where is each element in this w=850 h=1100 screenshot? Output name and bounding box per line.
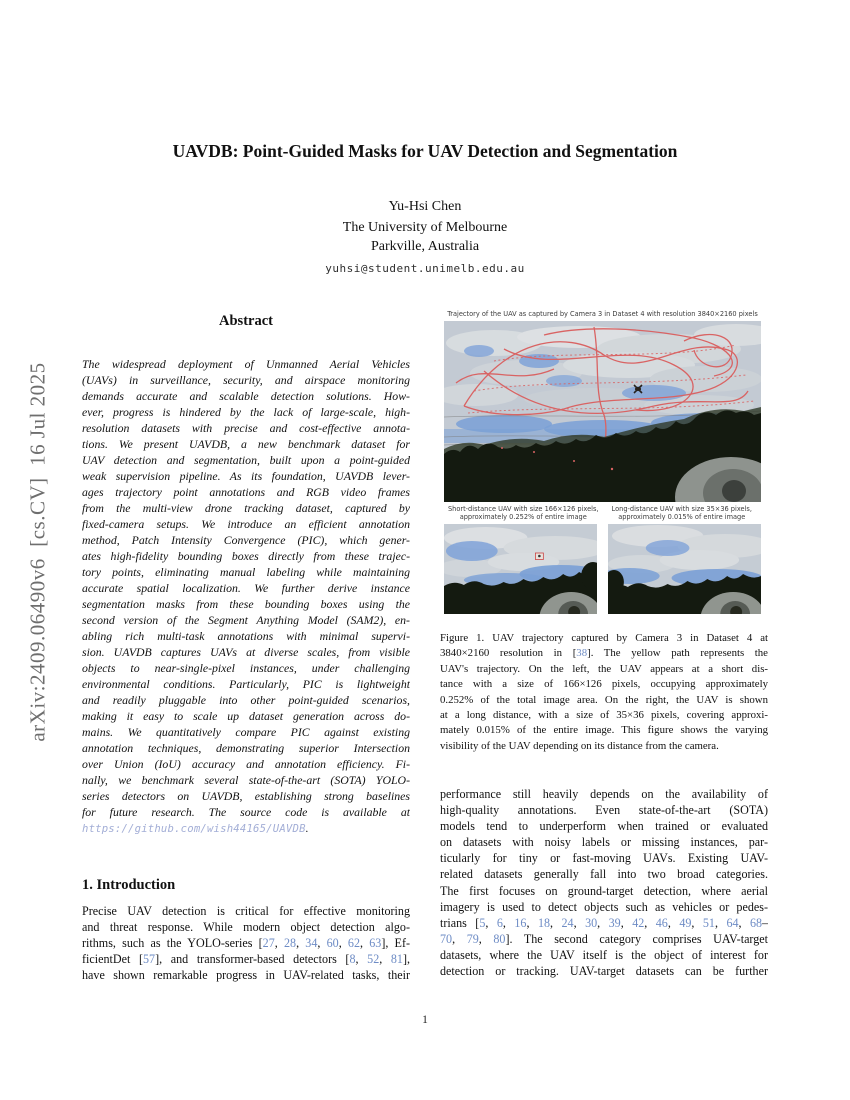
text-line: The first focuses on ground-target detection, where aerial bbox=[440, 883, 768, 898]
arxiv-watermark: arXiv:2409.06490v6 [cs.CV] 16 Jul 2025 bbox=[25, 362, 50, 742]
text-line: ticularly for tiny or fast-moving UAVs. Existing UAV- bbox=[440, 851, 768, 866]
figure-subcaptions bbox=[444, 505, 761, 521]
citation-link[interactable]: 34 bbox=[305, 936, 318, 951]
citation-link[interactable]: 8 bbox=[349, 952, 356, 967]
citation-link[interactable]: 81 bbox=[390, 952, 403, 967]
subcaption-line: Short-distance UAV with size 166×126 pixels, bbox=[447, 505, 599, 513]
text-line: detection or tracking. UAV-target datasets can be further bbox=[440, 964, 768, 979]
text-line: Precise UAV detection is critical for effective monitoring bbox=[82, 904, 410, 918]
text-line: objects to near-single-pixel instances, under challenging bbox=[82, 661, 410, 675]
subcaption-short-distance bbox=[444, 505, 603, 521]
subcaption-line: approximately 0.015% of entire image bbox=[618, 513, 746, 521]
citation-link[interactable]: 51 bbox=[702, 915, 715, 930]
citation-link[interactable]: 57 bbox=[143, 952, 156, 967]
text-line: visibility of the UAV depending on its distance from the camera. bbox=[440, 739, 719, 752]
figure-image-title: Trajectory of the UAV as captured by Camera 3 in Dataset 4 with resolution 3840×2160 pixels bbox=[447, 310, 758, 318]
citation-link[interactable]: 63 bbox=[369, 936, 382, 951]
uav-bounding-box bbox=[535, 553, 543, 560]
text-line: weak supervision pipeline. As its foundation, UAVDB lever- bbox=[82, 469, 410, 483]
text-line: rithms, such as the YOLO-series [27, 28, 34, 60, 62, 63], Ef- bbox=[82, 936, 410, 951]
figure-1 bbox=[440, 310, 768, 614]
text-line: mately 0.015% of the entire image. This figure shows the varying bbox=[440, 724, 768, 737]
text-line: for future research. The source code is available at bbox=[82, 805, 410, 819]
figure-detail-images bbox=[444, 524, 761, 614]
page-number: 1 bbox=[422, 1014, 428, 1026]
text-line: ficientDet [57], and transformer-based detectors [8, 52, 81], bbox=[82, 952, 410, 967]
affiliation-city: Parkville, Australia bbox=[370, 239, 480, 254]
text-line: 3840×2160 resolution in [38]. The yellow path represents the bbox=[440, 647, 768, 660]
text-line: ages trajectory point annotations and RGB video frames bbox=[82, 485, 410, 499]
text-line: have shown remarkable progress in UAV-related tasks, their bbox=[82, 968, 410, 983]
text-line: models tend to underperform when trained or evaluated bbox=[440, 819, 768, 834]
author-name: Yu-Hsi Chen bbox=[388, 199, 462, 214]
text-line: high-quality annotations. Even state-of-the-art (SOTA) bbox=[440, 803, 768, 818]
citation-link[interactable]: 60 bbox=[326, 936, 339, 951]
text-line: tory points, eliminating manual labeling while maintaining bbox=[82, 565, 410, 579]
text-line: https://github.com/wish44165/UAVDB. bbox=[82, 821, 309, 835]
text-line: nally, we benchmark several state-of-the-art (SOTA) YOLO- bbox=[82, 773, 410, 787]
text-line: method, Patch Intensity Convergence (PIC), which gener- bbox=[82, 533, 410, 547]
author-email[interactable]: yuhsi@student.unimelb.edu.au bbox=[325, 262, 525, 275]
text-line: annotation techniques, demonstrating superior Intersection bbox=[82, 741, 410, 755]
citation-link[interactable]: 16 bbox=[514, 915, 527, 930]
text-line: at a long distance, with a size of 35×36 pixels, covering approxi- bbox=[440, 708, 768, 721]
citation-link[interactable]: 6 bbox=[496, 915, 503, 930]
text-line: second version of the Segment Anything Model (SAM2), en- bbox=[82, 613, 410, 627]
citation-link[interactable]: 42 bbox=[632, 915, 645, 930]
text-line: environmental conditions. Particularly, PIC is lightweight bbox=[82, 677, 410, 691]
citation-link[interactable]: 38 bbox=[576, 647, 588, 660]
text-line: and readily pluggable into other point-guided scenarios, bbox=[82, 693, 410, 707]
text-line: imagery is used to detect objects such as vehicles or pedes- bbox=[440, 899, 768, 914]
text-line: sion. UAVDB captures UAVs at diverse scales, from visible bbox=[82, 645, 410, 659]
citation-link[interactable]: 64 bbox=[726, 915, 739, 930]
text-line: (UAVs) in surveillance, security, and airspace monitoring bbox=[82, 373, 410, 387]
text-line: Figure 1. UAV trajectory captured by Camera 3 in Dataset 4 at bbox=[440, 632, 768, 644]
text-line: on datasets with noisy labels or missing instances, par- bbox=[440, 835, 768, 850]
abstract-text bbox=[82, 356, 410, 836]
text-line: performance still heavily depends on the availability of bbox=[440, 787, 768, 801]
citation-link[interactable]: 68 bbox=[750, 915, 763, 930]
citation-link[interactable]: 27 bbox=[262, 936, 275, 951]
short-distance-uav-image bbox=[444, 524, 597, 614]
text-line: over Union (IoU) accuracy and annotation efficiency. Fi- bbox=[82, 757, 410, 771]
text-line: series detectors on UAVDB, establishing strong baselines bbox=[82, 789, 410, 803]
subcaption-line: Long-distance UAV with size 35×36 pixels, bbox=[611, 505, 752, 513]
text-line: 0.252% of the total image area. On the right, the UAV is shown bbox=[440, 693, 768, 706]
right-column-text bbox=[440, 786, 768, 979]
text-line: mains. We quantitatively compare PIC against existing bbox=[82, 725, 410, 739]
affiliation-university: The University of Melbourne bbox=[342, 220, 508, 235]
text-line: abling rich multi-task annotations with minimal supervi- bbox=[82, 629, 410, 643]
text-line: datasets, where the UAV itself is the object of interest for bbox=[440, 947, 768, 962]
citation-link[interactable]: 52 bbox=[367, 952, 380, 967]
citation-link[interactable]: 62 bbox=[347, 936, 360, 951]
citation-link[interactable]: 80 bbox=[493, 931, 506, 946]
text-line: UAV detection and segmentation, built upon a point-guided bbox=[82, 453, 410, 467]
text-line: ever, progress is hindered by the lack of large-scale, high- bbox=[82, 405, 410, 419]
text-line: fixed-camera setups. We introduce an efficient annotation bbox=[82, 517, 410, 531]
text-line: making it easy to scale up dataset generation across do- bbox=[82, 709, 410, 723]
text-line: UAV's trajectory. On the left, the UAV appears at a short dis- bbox=[440, 662, 768, 675]
citation-link[interactable]: 5 bbox=[479, 915, 486, 930]
citation-link[interactable]: 28 bbox=[283, 936, 297, 951]
text-line: related datasets generally fall into two broad categories. bbox=[440, 867, 768, 882]
section-heading-introduction: 1. Introduction bbox=[82, 877, 176, 893]
abstract-heading: Abstract bbox=[219, 313, 273, 329]
text-line: trians [5, 6, 16, 18, 24, 30, 39, 42, 46, 49, 51, 64, 68– bbox=[440, 915, 768, 930]
figure-caption bbox=[440, 631, 768, 754]
text-line: and threat response. While modern object detection algo- bbox=[82, 920, 410, 935]
text-line: tance with a size of 166×126 pixels, occupying approximately bbox=[440, 678, 768, 691]
github-link[interactable]: https://github.com/wish44165/UAVDB bbox=[82, 823, 306, 835]
text-line: segmentation masks from these bounding boxes using the bbox=[82, 597, 410, 611]
citation-link[interactable]: 49 bbox=[679, 915, 692, 930]
text-line: 70, 79, 80]. The second category comprises UAV-target bbox=[440, 931, 768, 946]
text-line: resolution datasets with precise and cost-effective annota- bbox=[82, 421, 410, 435]
introduction-text bbox=[82, 903, 410, 983]
text-line: demands accurate and scalable detection solutions. How- bbox=[82, 389, 410, 403]
citation-link[interactable]: 24 bbox=[561, 915, 574, 930]
subcaption-line: approximately 0.252% of entire image bbox=[459, 513, 587, 521]
citation-link[interactable]: 79 bbox=[466, 931, 479, 946]
text-line: The widespread deployment of Unmanned Aerial Vehicles bbox=[82, 357, 410, 371]
paper-title: UAVDB: Point-Guided Masks for UAV Detection and Segmentation bbox=[172, 141, 678, 161]
citation-link[interactable]: 30 bbox=[585, 915, 598, 930]
text-line: from the multi-view drone tracking dataset, captured by bbox=[82, 501, 410, 515]
citation-link[interactable]: 18 bbox=[537, 915, 551, 930]
long-distance-uav-image bbox=[608, 524, 761, 614]
citation-link[interactable]: 70 bbox=[440, 931, 453, 946]
citation-link[interactable]: 46 bbox=[655, 915, 668, 930]
text-line: accurate spatial localization. We further derive instance bbox=[82, 581, 410, 595]
citation-link[interactable]: 39 bbox=[608, 915, 621, 930]
text-line: tions. We present UAVDB, a new benchmark dataset for bbox=[82, 437, 410, 451]
subcaption-long-distance bbox=[603, 505, 762, 521]
uav-trajectory-image bbox=[444, 321, 761, 502]
text-line: ates high-fidelity bounding boxes directly from these trajec- bbox=[82, 549, 410, 563]
